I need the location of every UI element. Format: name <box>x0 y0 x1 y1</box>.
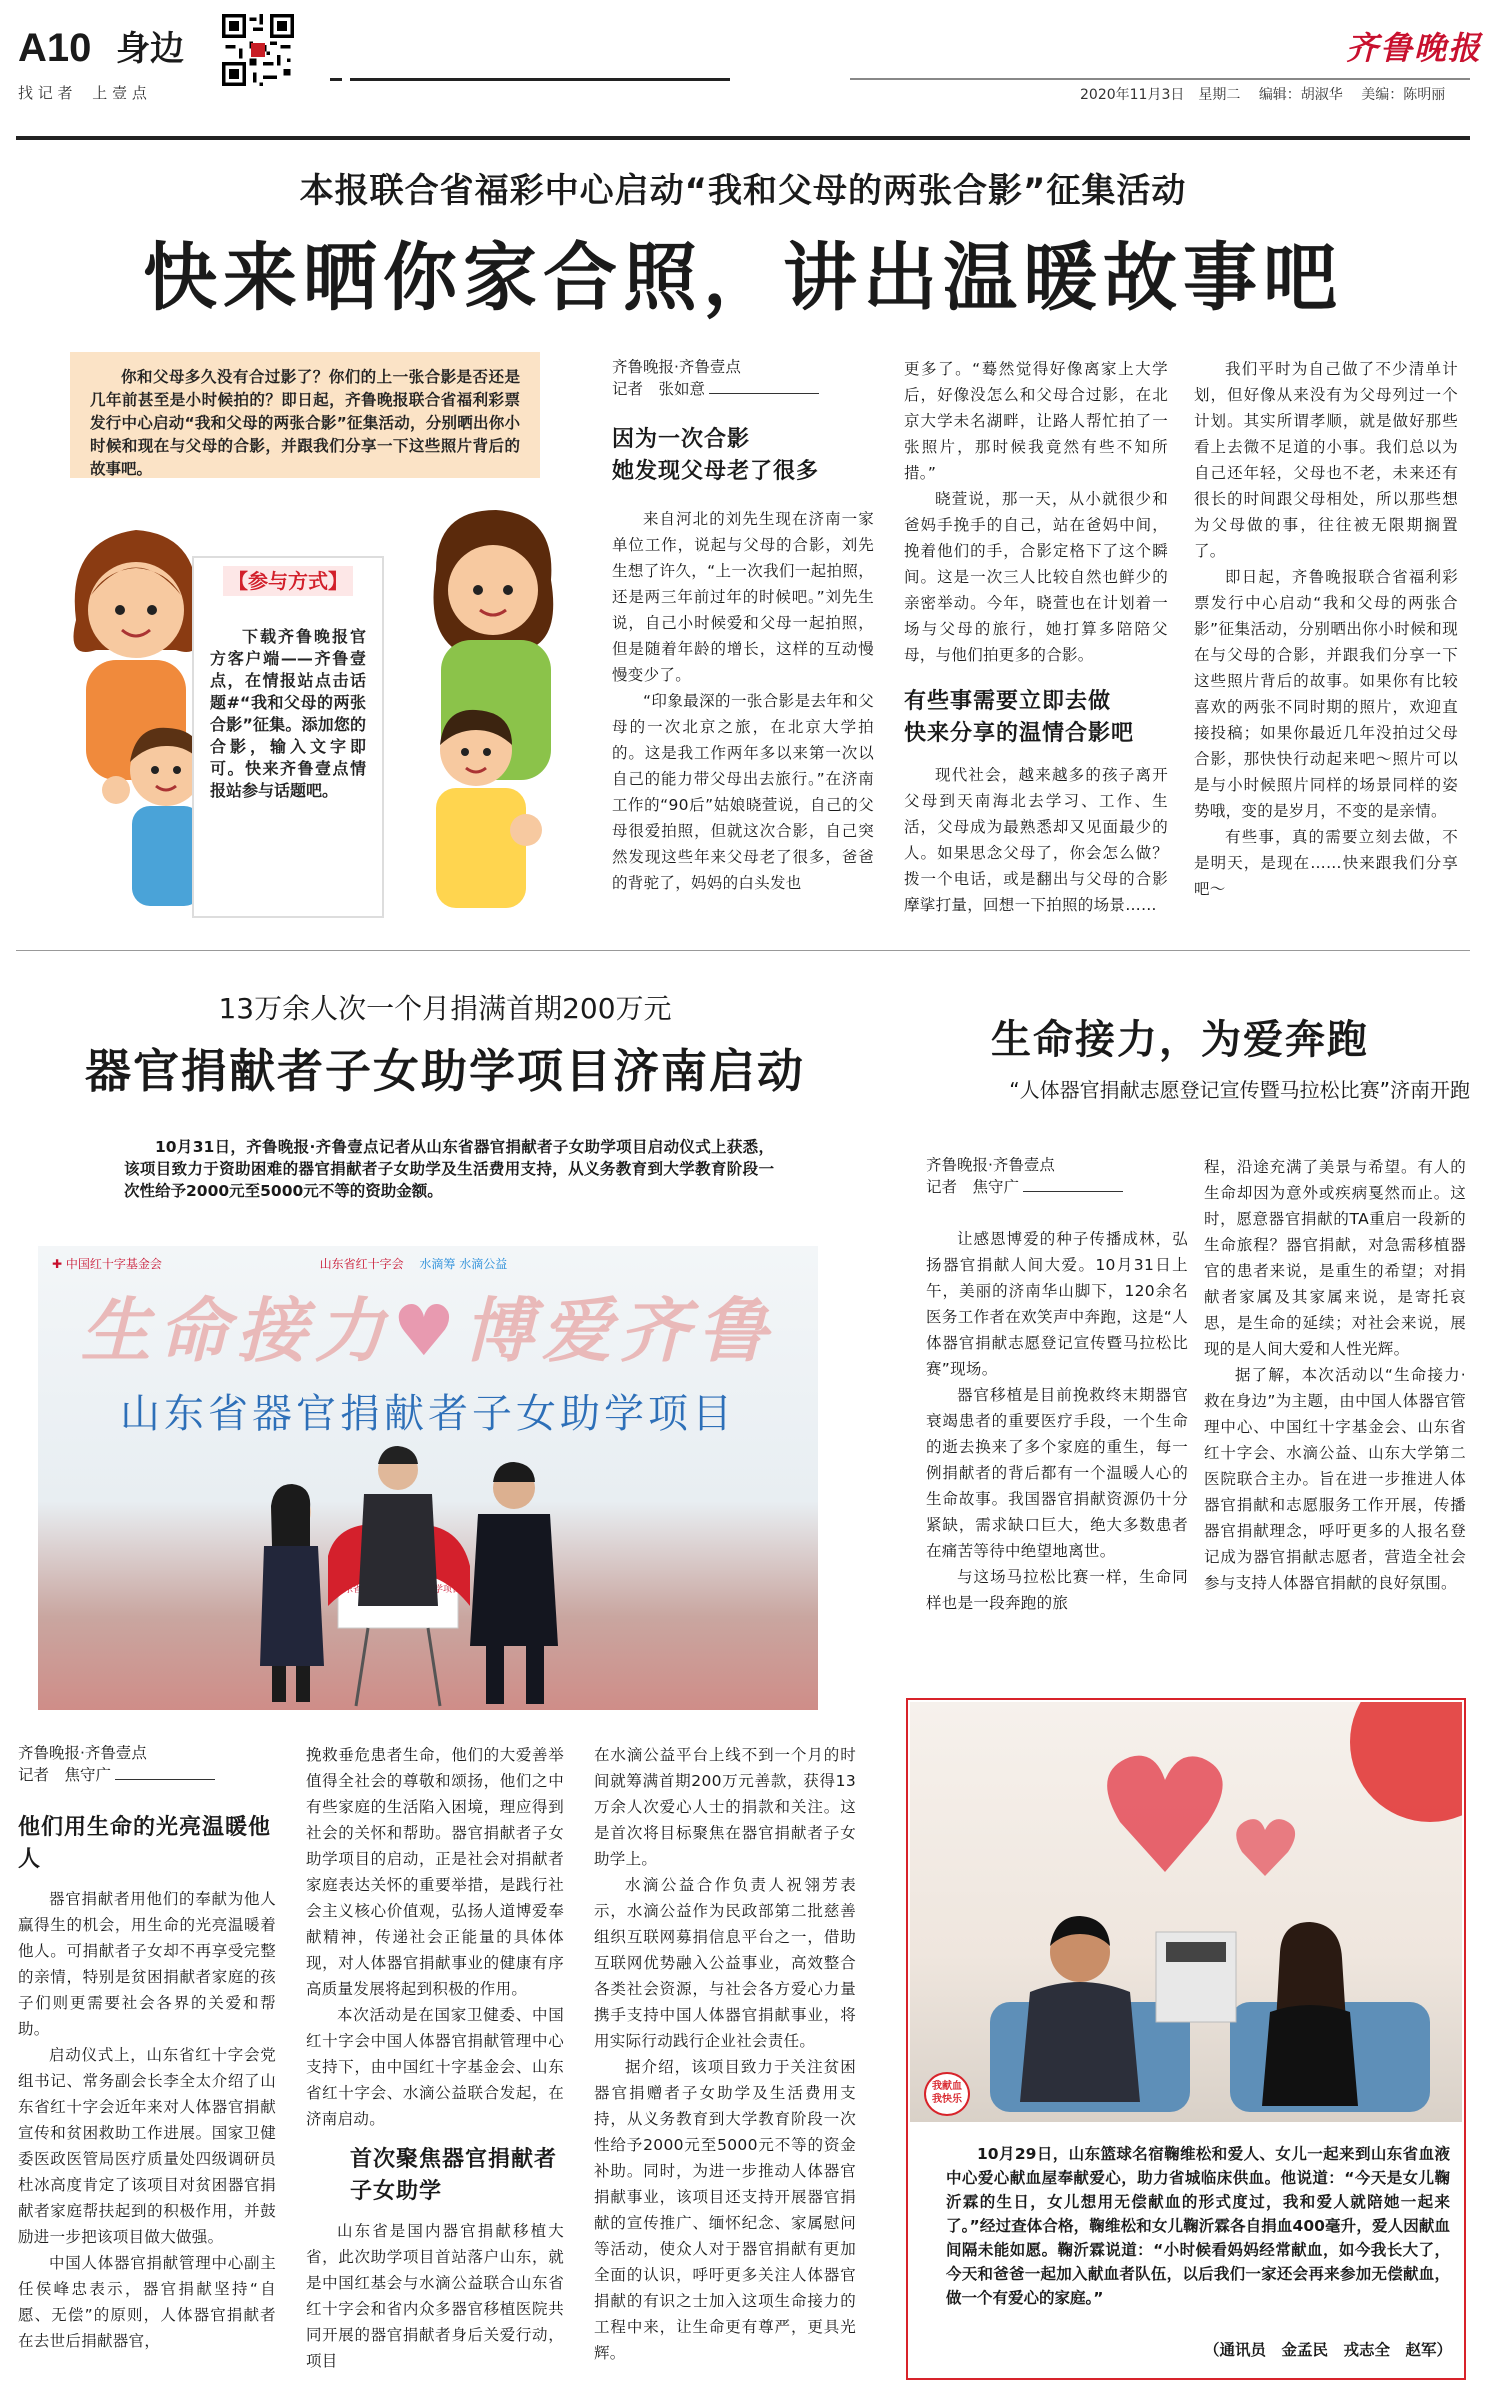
sponsor-org-3: 水滴筹 水滴公益 <box>419 1257 508 1271</box>
story3-col1-paragraph: 让感恩博爱的种子传播成林，弘扬器官捐献人间大爱。10月31日上午，美丽的济南华山脚下，120余名医务工作者在欢笑声中奔跑，这是“人体器官捐献志愿登记宣传暨马拉松比赛”现场。 <box>926 1230 1188 1378</box>
lead-col3-paragraph: 更多了。“蓦然觉得好像离家上大学后，好像没怎么和父母合过影，在北京大学未名湖畔，让路人帮忙拍了一张照片，那时候我竟然有些不知所措。” <box>904 360 1168 482</box>
story2-col2-paragraph: 挽救垂危患者生命，他们的大爱善举值得全社会的尊敬和颂扬，他们之中有些家庭的生活陷入困境，理应得到社会的关怀和帮助。器官捐献者子女助学项目的启动，正是社会对捐献者家庭表达关怀的重要举措，是践行社会主义核心价值观，弘扬人道博爱奉献精神，传递社会正能量的具体体现，对人体器官捐献事业的健康有序高质量发展将起到积极的作用。 <box>306 1746 564 1998</box>
join-card <box>192 556 384 918</box>
sponsor-org-1: 中国红十字基金会 <box>65 1257 162 1271</box>
issue-date <box>1080 86 1445 104</box>
lead-section-rule <box>16 950 1470 951</box>
story2-summary: 10月31日，齐鲁晚报·齐鲁壹点记者从山东省器官捐献者子女助学项目启动仪式上获悉，该项目致力于资助困难的器官捐献者子女助学及生活费用支持，从义务教育到大学教育阶段一次性给予2000元至5000元不等的资助金额。 <box>124 1138 774 1200</box>
donation-badge-line2: 我快乐 <box>932 2094 962 2105</box>
masthead-bottom-rule <box>16 136 1470 140</box>
page-number: A10 <box>18 26 92 70</box>
story2-byline-reporter-name: 记者 焦守广 <box>18 1766 112 1784</box>
ceremony-people-icon <box>38 1246 818 1710</box>
issue-date-text: 2020年11月3日 星期二 <box>1080 87 1241 103</box>
lead-col4-paragraph: 有些事，真的需要立刻去做，不是明天，是现在……快来跟我们分享吧～ <box>1194 828 1458 898</box>
story2-col1-paragraph: 启动仪式上，山东省红十字会党组书记、常务副会长李全太介绍了山东省红十字会近年来对人体器官捐献宣传和贫困救助工作进展。国家卫健委医政医管局医疗质量处四级调研员杜冰高度肯定了该项目对贫困器官捐献者家庭帮扶起到的积极作用，并鼓励进一步把该项目做大做强。 <box>18 2046 276 2246</box>
lead-col2-paragraph: “印象最深的一张合影是去年和父母的一次北京之旅，在北京大学拍的。这是我工作两年多以来第一次以自己的能力带父母出去旅行。”在济南工作的“90后”姑娘晓萱说，自己的父母很爱拍照，但就这次合影，自己突然发现这些年来父母老了很多，爸爸的背驼了，妈妈的白头发也 <box>612 692 874 892</box>
donation-credit: （通讯员 金孟民 戎志全 赵军） <box>1203 2341 1452 2359</box>
donation-badge <box>924 2072 970 2116</box>
lead-subhead-2: 有些事需要立即去做 快来分享的温情合影吧 <box>904 689 1135 746</box>
lead-column-3 <box>904 356 1168 918</box>
story3-col1-paragraph: 器官移植是目前挽救终末期器官衰竭患者的重要医疗手段，一个生命的逝去换来了多个家庭的重生，每一例捐献者的背后都有一个温暖人心的生命故事。我国器官捐献资源仍十分紧缺，需求缺口巨大，绝大多数患者在痛苦等待中绝望地离世。 <box>926 1386 1188 1560</box>
story2-column-2 <box>306 1742 564 2374</box>
story3-byline-reporter-name: 记者 焦守广 <box>926 1178 1020 1196</box>
story3-column-2 <box>1204 1154 1466 1596</box>
lead-byline-outlet: 齐鲁晚报·齐鲁壹点 <box>612 358 741 376</box>
header-rule-right <box>850 78 1470 80</box>
lead-byline-reporter-name: 记者 张如意 <box>612 380 706 398</box>
story2-subhead-1: 他们用生命的光亮温暖他人 <box>18 1815 272 1872</box>
sponsor-org-2: 山东省红十字会 <box>319 1257 404 1271</box>
story2-column-1 <box>18 1742 276 2354</box>
lead-intro-box <box>70 352 540 478</box>
join-text: 下载齐鲁晚报官方客户端——齐鲁壹点，在情报站点击话题#“我和父母的两张合影”征集。添加您的合影，输入文字即可。快来齐鲁壹点情报站参与话题吧。 <box>210 627 366 800</box>
story2-col2-paragraph: 山东省是国内器官捐献移植大省，此次助学项目首站落户山东，就是中国红基会与水滴公益联合山东省红十字会和省内众多器官移植医院共同开展的器官捐献者身后关爱行动，项目 <box>306 2222 564 2370</box>
blood-donation-photo <box>910 1702 1462 2122</box>
masthead-slogan: 找 记 者 上 壹 点 <box>18 84 147 102</box>
story2-col2-paragraph: 本次活动是在国家卫健委、中国红十字会中国人体器官捐献管理中心支持下，由中国红十字基金会、山东省红十字会、水滴公益联合发起，在济南启动。 <box>306 2006 564 2128</box>
join-label: 【参与方式】 <box>223 566 353 596</box>
banner-slogan-right: 博爱齐鲁 <box>463 1289 776 1372</box>
lead-col4-paragraph: 即日起，齐鲁晚报联合省福利彩票发行中心启动“我和父母的两张合影”征集活动，分别晒出你小时候和现在与父母的合影，并跟我们分享一下这些照片背后的故事。如果你有比较喜欢的两张不同时期的照片，欢迎直接投稿；如果你最近几年没拍过父母合影，那快快行动起来吧～照片可以是与小时候照片同样的场景同样的姿势哦，变的是岁月，不变的是亲情。 <box>1194 568 1458 820</box>
banner-slogan-left: 生命接力 <box>80 1289 393 1372</box>
lead-column-2 <box>612 356 874 896</box>
story2-col1-paragraph: 中国人体器官捐献管理中心副主任侯峰忠表示，器官捐献坚持“自愿、无偿”的原则，人体器官捐献者在去世后捐献器官， <box>18 2254 276 2350</box>
lead-byline-reporter <box>612 378 874 400</box>
story2-subhead-2: 首次聚焦器官捐献者子女助学 <box>350 2147 558 2204</box>
lead-subhead-1: 因为一次合影 她发现父母老了很多 <box>612 427 820 484</box>
lead-headline: 快来晒你家合照，讲出温暖故事吧 <box>143 235 1343 321</box>
story2-col1-paragraph: 器官捐献者用他们的奉献为他人赢得生的机会，用生命的光亮温暖着他人。可捐献者子女却不再享受完整的亲情，特别是贫困捐献者家庭的孩子们则更需要社会各界的关爱和帮助。 <box>18 1890 276 2038</box>
story2-headline: 器官捐献者子女助学项目济南启动 <box>85 1044 805 1098</box>
header-rule-mid <box>350 78 730 81</box>
header-rule-short <box>330 78 342 81</box>
story3-col2-paragraph: 程，沿途充满了美景与希望。有人的生命却因为意外或疾病戛然而止。这时，愿意器官捐献的TA重启一段新的生命旅程？器官捐献，对急需移植器官的患者来说，是重生的希望；对捐献者家属及其家属来说，是寄托哀思，是生命的延续；对社会来说，展现的是人间大爱和人性光辉。 <box>1204 1158 1466 1358</box>
newspaper-logo: 齐鲁晚报 <box>1346 29 1483 67</box>
story2-col3-paragraph: 据介绍，该项目致力于关注贫困器官捐赠者子女助学及生活费用支持，从义务教育到大学教育阶段一次性给予2000元至5000元不等的资金补助。同时，为进一步推动人体器官捐献事业，该项目还支持开展器官捐献的宣传推广、缅怀纪念、家属慰问等活动，使众人对于器官捐献有更加全面的认识，呼吁更多关注人体器官捐献的有识之士加入这项生命接力的工程中来，让生命更有尊严，更具光辉。 <box>594 2058 856 2362</box>
lead-intro-text: 你和父母多久没有合过影了？你们的上一张合影是否还是几年前甚至是小时候拍的？即日起，齐鲁晚报联合省福利彩票发行中心启动“我和父母的两张合影”征集活动，分别晒出你小时候和现在与父母的合影，并跟我们分享一下这些照片背后的故事吧。 <box>90 368 520 478</box>
story3-col1-paragraph: 与这场马拉松比赛一样，生命同样也是一段奔跑的旅 <box>926 1568 1188 1612</box>
section-name: 身边 <box>116 29 184 69</box>
story2-kicker: 13万余人次一个月捐满首期200万元 <box>218 992 672 1025</box>
story3-deck: “人体器官捐献志愿登记宣传暨马拉松比赛”济南开跑 <box>1009 1078 1470 1102</box>
editor-name: 编辑：胡淑华 <box>1258 87 1343 103</box>
lead-col4-paragraph: 我们平时为自己做了不少清单计划，但好像从来没有为父母列过一个计划。其实所谓孝顺，就是做好那些看上去微不足道的小事。我们总以为自己还年轻，父母也不老，未来还有很长的时间跟父母相处，所以那些想为父母做的事，往往被无限期搁置了。 <box>1194 360 1458 560</box>
story2-byline-reporter <box>18 1764 276 1786</box>
lead-col2-paragraph: 来自河北的刘先生现在济南一家单位工作，说起与父母的合影，刘先生想了许久，“上一次我们一起拍照，还是两三年前过年的时候吧。”刘先生说，自己小时候爱和父母一起拍照，但是随着年龄的增长，这样的互动慢慢变少了。 <box>612 510 874 684</box>
story2-col3-paragraph: 水滴公益合作负责人祝翎芳表示，水滴公益作为民政部第二批慈善组织互联网募捐信息平台之一，借助互联网优势融入公益事业，高效整合各类社会资源，与社会各方爱心力量携手支持中国人体器官捐献事业，将用实际行动践行企业社会责任。 <box>594 1876 856 2050</box>
lead-byline <box>612 356 874 400</box>
story2-column-3 <box>594 1742 856 2366</box>
story2-col3-paragraph: 在水滴公益平台上线不到一个月的时间就筹满首期200万元善款，获得13万余人次爱心人士的捐款和关注。这是首次将目标聚焦在器官捐献者子女助学上。 <box>594 1746 856 1868</box>
heart-icon: ♥ <box>392 1289 464 1372</box>
story3-byline-outlet: 齐鲁晚报·齐鲁壹点 <box>926 1156 1055 1174</box>
donation-badge-line1: 我献血 <box>932 2081 962 2092</box>
donation-caption: 10月29日，山东篮球名宿鞠维松和爱人、女儿一起来到山东省血液中心爱心献血屋奉献爱心，助力省城临床供血。他说道：“今天是女儿鞠沂霖的生日，女儿想用无偿献血的形式度过，我和爱人就陪她一起来了。”经过查体合格，鞠维松和女儿鞠沂霖各自捐血400毫升，爱人因献血间隔未能如愿。鞠沂霖说道：“小时候看妈妈经常献血，如今我长大了，今天和爸爸一起加入献血者队伍，以后我们一家还会再来参加无偿献血，做一个有爱心的家庭。” <box>946 2145 1450 2307</box>
donation-room-icon <box>910 1702 1462 2122</box>
lead-col3-paragraph: 晓萱说，那一天，从小就很少和爸妈手挽手的自己，站在爸妈中间，挽着他们的手，合影定格下了这个瞬间。这是一次三人比较自然也鲜少的亲密举动。今年，晓萱也在计划着一场与父母的旅行，她打算多陪陪父母，与他们拍更多的合影。 <box>904 490 1168 664</box>
lead-column-4 <box>1194 356 1458 902</box>
designer-name: 美编：陈明丽 <box>1361 87 1446 103</box>
lead-col3-paragraph: 现代社会，越来越多的孩子离开父母到天南海北去学习、工作、生活，父母成为最熟悉却又见面最少的人。如果思念父母了，你会怎么做？拨一个电话，或是翻出与父母的合影摩挲打量，回想一下拍照的场景…… <box>904 766 1168 914</box>
story3-headline: 生命接力，为爱奔跑 <box>991 1017 1369 1063</box>
story3-col2-paragraph: 据了解，本次活动以“生命接力·救在身边”为主题，由中国人体器官管理中心、中国红十字基金会、山东省红十字会、水滴公益、山东大学第二医院联合主办。旨在进一步推进人体器官捐献和志愿服务工作开展，传播器官捐献理念，呼吁更多的人报名登记成为器官捐献志愿者，营造全社会参与支持人体器官捐献的良好氛围。 <box>1204 1366 1466 1592</box>
story2-byline-outlet: 齐鲁晚报·齐鲁壹点 <box>18 1744 147 1762</box>
ceremony-photo <box>38 1246 818 1710</box>
story3-byline-reporter <box>926 1176 1188 1198</box>
qr-code[interactable] <box>222 14 294 86</box>
banner-project-title: 山东省器官捐献者子女助学项目 <box>120 1391 736 1437</box>
story2-byline <box>18 1742 276 1786</box>
red-cross-icon: ✚ <box>52 1257 63 1271</box>
qr-code-icon <box>222 14 294 86</box>
story3-column-1 <box>926 1154 1188 1616</box>
lead-kicker: 本报联合省福彩中心启动“我和父母的两张合影”征集活动 <box>299 171 1187 211</box>
story3-byline <box>926 1154 1188 1198</box>
